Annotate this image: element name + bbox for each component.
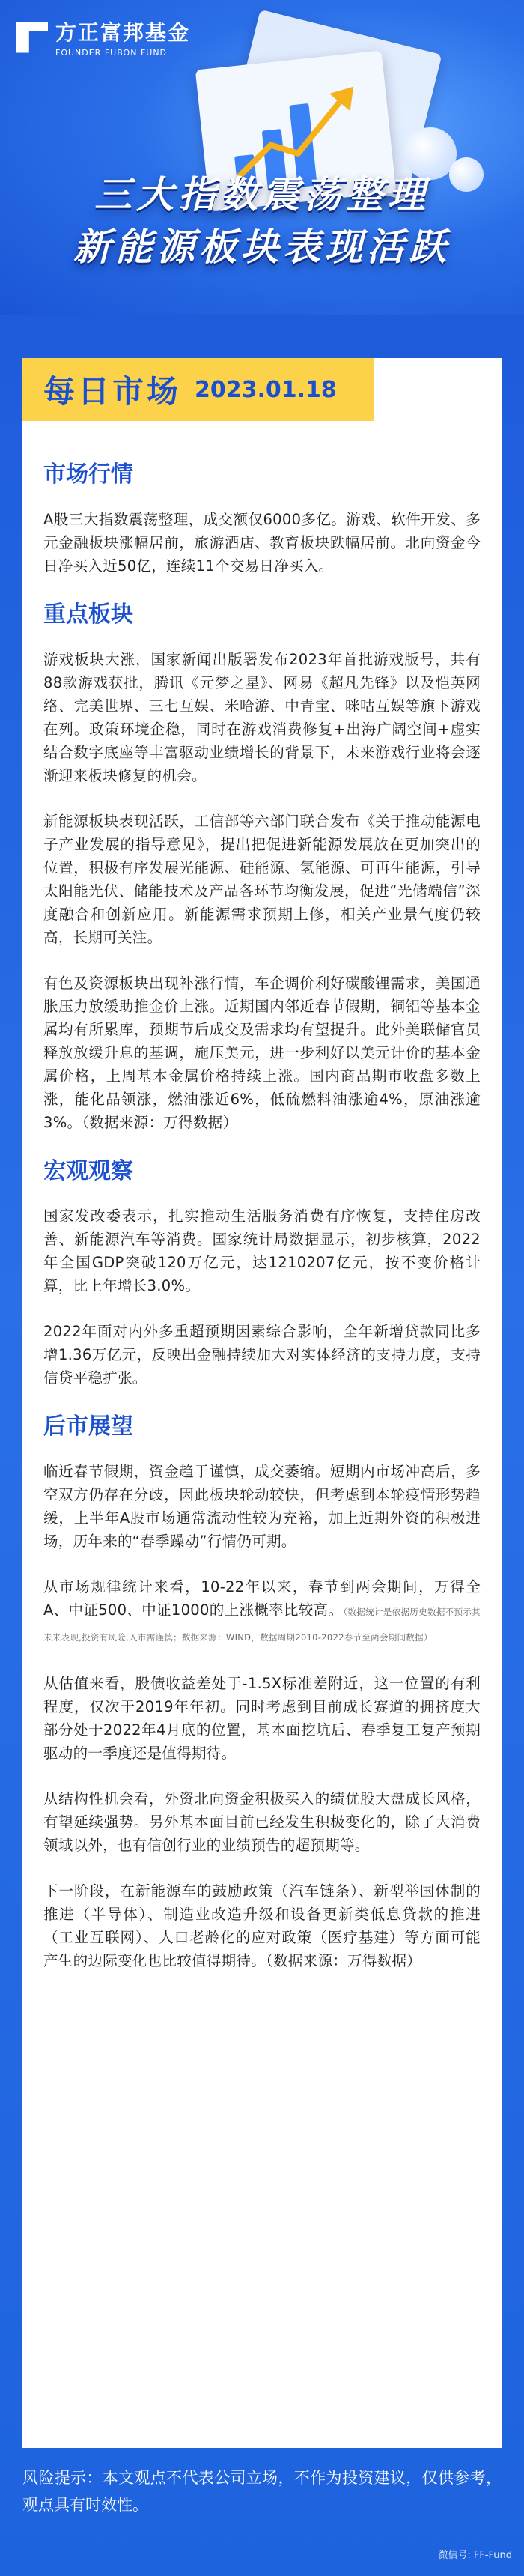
paragraph: 国家发改委表示，扎实推动生活服务消费有序恢复，支持住房改善、新能源汽车等消费。国家统计局数据显示，初步核算，2022年全国GDP突破120万亿元，达1210207亿元，按不变价格计算，比上年增长3.0%。 [43,1207,481,1294]
headline-line-1: 三大指数震荡整理 [94,173,430,216]
risk-disclaimer: 风险提示：本文观点不代表公司立场，不作为投资建议，仅供参考，观点具有时效性。 [22,2469,502,2514]
section-macro [43,1157,481,1389]
logo-name-en: FOUNDER FUBON FUND [55,48,168,58]
section-title: 后市展望 [43,1413,133,1440]
tag-title: 每日市场 [43,373,182,410]
paragraph: A股三大指数震荡整理，成交额仅6000多亿。游戏、软件开发、多元金融板块涨幅居前，旅游酒店、教育板块跌幅居前。北向资金今日净买入近50亿，连续11个交易日净买入。 [43,511,481,575]
paragraph: 游戏板块大涨，国家新闻出版署发布2023年首批游戏版号，共有88款游戏获批，腾讯《元梦之星》、网易《超凡先锋》以及恺英网络、完美世界、三七互娱、米哈游、中青宝、咪咕互娱等旗下游戏在列。政策环境企稳，同时在游戏消费修复+出海广阔空间+虚实结合数字底座等丰富驱动业绩增长的背景下，未来游戏行业将会逐渐迎来板块修复的机会。 [43,651,481,784]
section-title: 宏观观察 [43,1158,133,1184]
headline-line-2: 新能源板块表现活跃 [73,225,451,269]
paragraph: 2022年面对内外多重超预期因素综合影响，全年新增贷款同比多增1.36万亿元，反映出金融持续加大对实体经济的支持力度，支持信贷平稳扩张。 [43,1323,481,1387]
paragraph: 有色及资源板块出现补涨行情，车企调价利好碳酸锂需求，美国通胀压力放缓助推金价上涨。近期国内邻近春节假期，铜铝等基本金属均有所累库，预期节后成交及需求均有望提升。此外美联储官员释放放缓升息的基调，施压美元，进一步利好以美元计价的基本金属价格，上周基本金属价格持续上涨。国内商品期市收盘多数上涨，能化品领涨，燃油涨近6%，低硫燃料油涨逾4%，原油涨逾3%。（数据来源：万得数据） [43,975,481,1131]
section-tag [22,358,374,421]
article-body [43,449,481,1995]
header-banner [0,0,524,315]
paragraph-text: 从市场规律统计来看，10-22年以来，春节到两会期间，万得全A、中证500、中证1000的上涨概率比较高。 [43,1578,481,1619]
paragraph: 从估值来看，股债收益差处于-1.5X标准差附近，这一位置的有利程度，仅次于2019年年初。同时考虑到目前成长赛道的拥挤度大部分处于2022年4月底的位置，基本面挖坑后、春季复工复产预期驱动的一季度还是值得期待。 [43,1675,481,1762]
section-market [43,460,481,578]
paragraph: 下一阶段，在新能源车的鼓励政策（汽车链条）、新型举国体制的推进（半导体）、制造业改造升级和设备更新类低息贷款的推进（工业互联网）、人口老龄化的应对政策（医疗基建）等方面可能产生的边际变化也比较值得期待。（数据来源：万得数据） [43,1882,481,1969]
wechat-id: 微信号: FF-Fund [438,2550,512,2561]
logo-name-cn: 方正富邦基金 [55,20,191,45]
data-note: （数据统计是依据历史数据不预示其未来表现,投资有风险,入市需谨慎；数据来源：WIND，数据周期2010-2022春节至两会期间数据） [43,1607,481,1643]
section-title: 市场行情 [43,461,133,488]
paragraph: 临近春节假期，资金趋于谨慎，成交萎缩。短期内市场冲高后，多空双方仍存在分歧，因此板块轮动较快，但考虑到本轮疫情形势趋缓，上半年A股市场通常流动性较为充裕，加上近期外资的积极进场，历年来的“春季躁动”行情仍可期。 [43,1463,481,1550]
paragraph: 新能源板块表现活跃，工信部等六部门联合发布《关于推动能源电子产业发展的指导意见》，提出把促进新能源发展放在更加突出的位置，积极有序发展光能源、硅能源、氢能源、可再生能源，引导太阳能光伏、储能技术及产品各环节均衡发展，促进“光储端信”深度融合和创新应用。新能源需求预期上修，相关产业景气度仍较高，长期可关注。 [43,813,481,946]
paragraph: 从结构性机会看，外资北向资金积极买入的绩优股大盘成长风格，有望延续强势。另外基本面目前已经发生积极变化的，除了大消费领域以外，也有信创行业的业绩预告的超预期等。 [43,1790,481,1854]
paragraph [43,1575,481,1649]
headline [0,169,524,273]
logo-icon [16,22,48,53]
section-title: 重点板块 [43,601,133,628]
section-key-sectors [43,600,481,1134]
company-logo [16,16,190,58]
section-outlook [43,1412,481,1972]
tag-date: 2023.01.18 [195,376,337,403]
